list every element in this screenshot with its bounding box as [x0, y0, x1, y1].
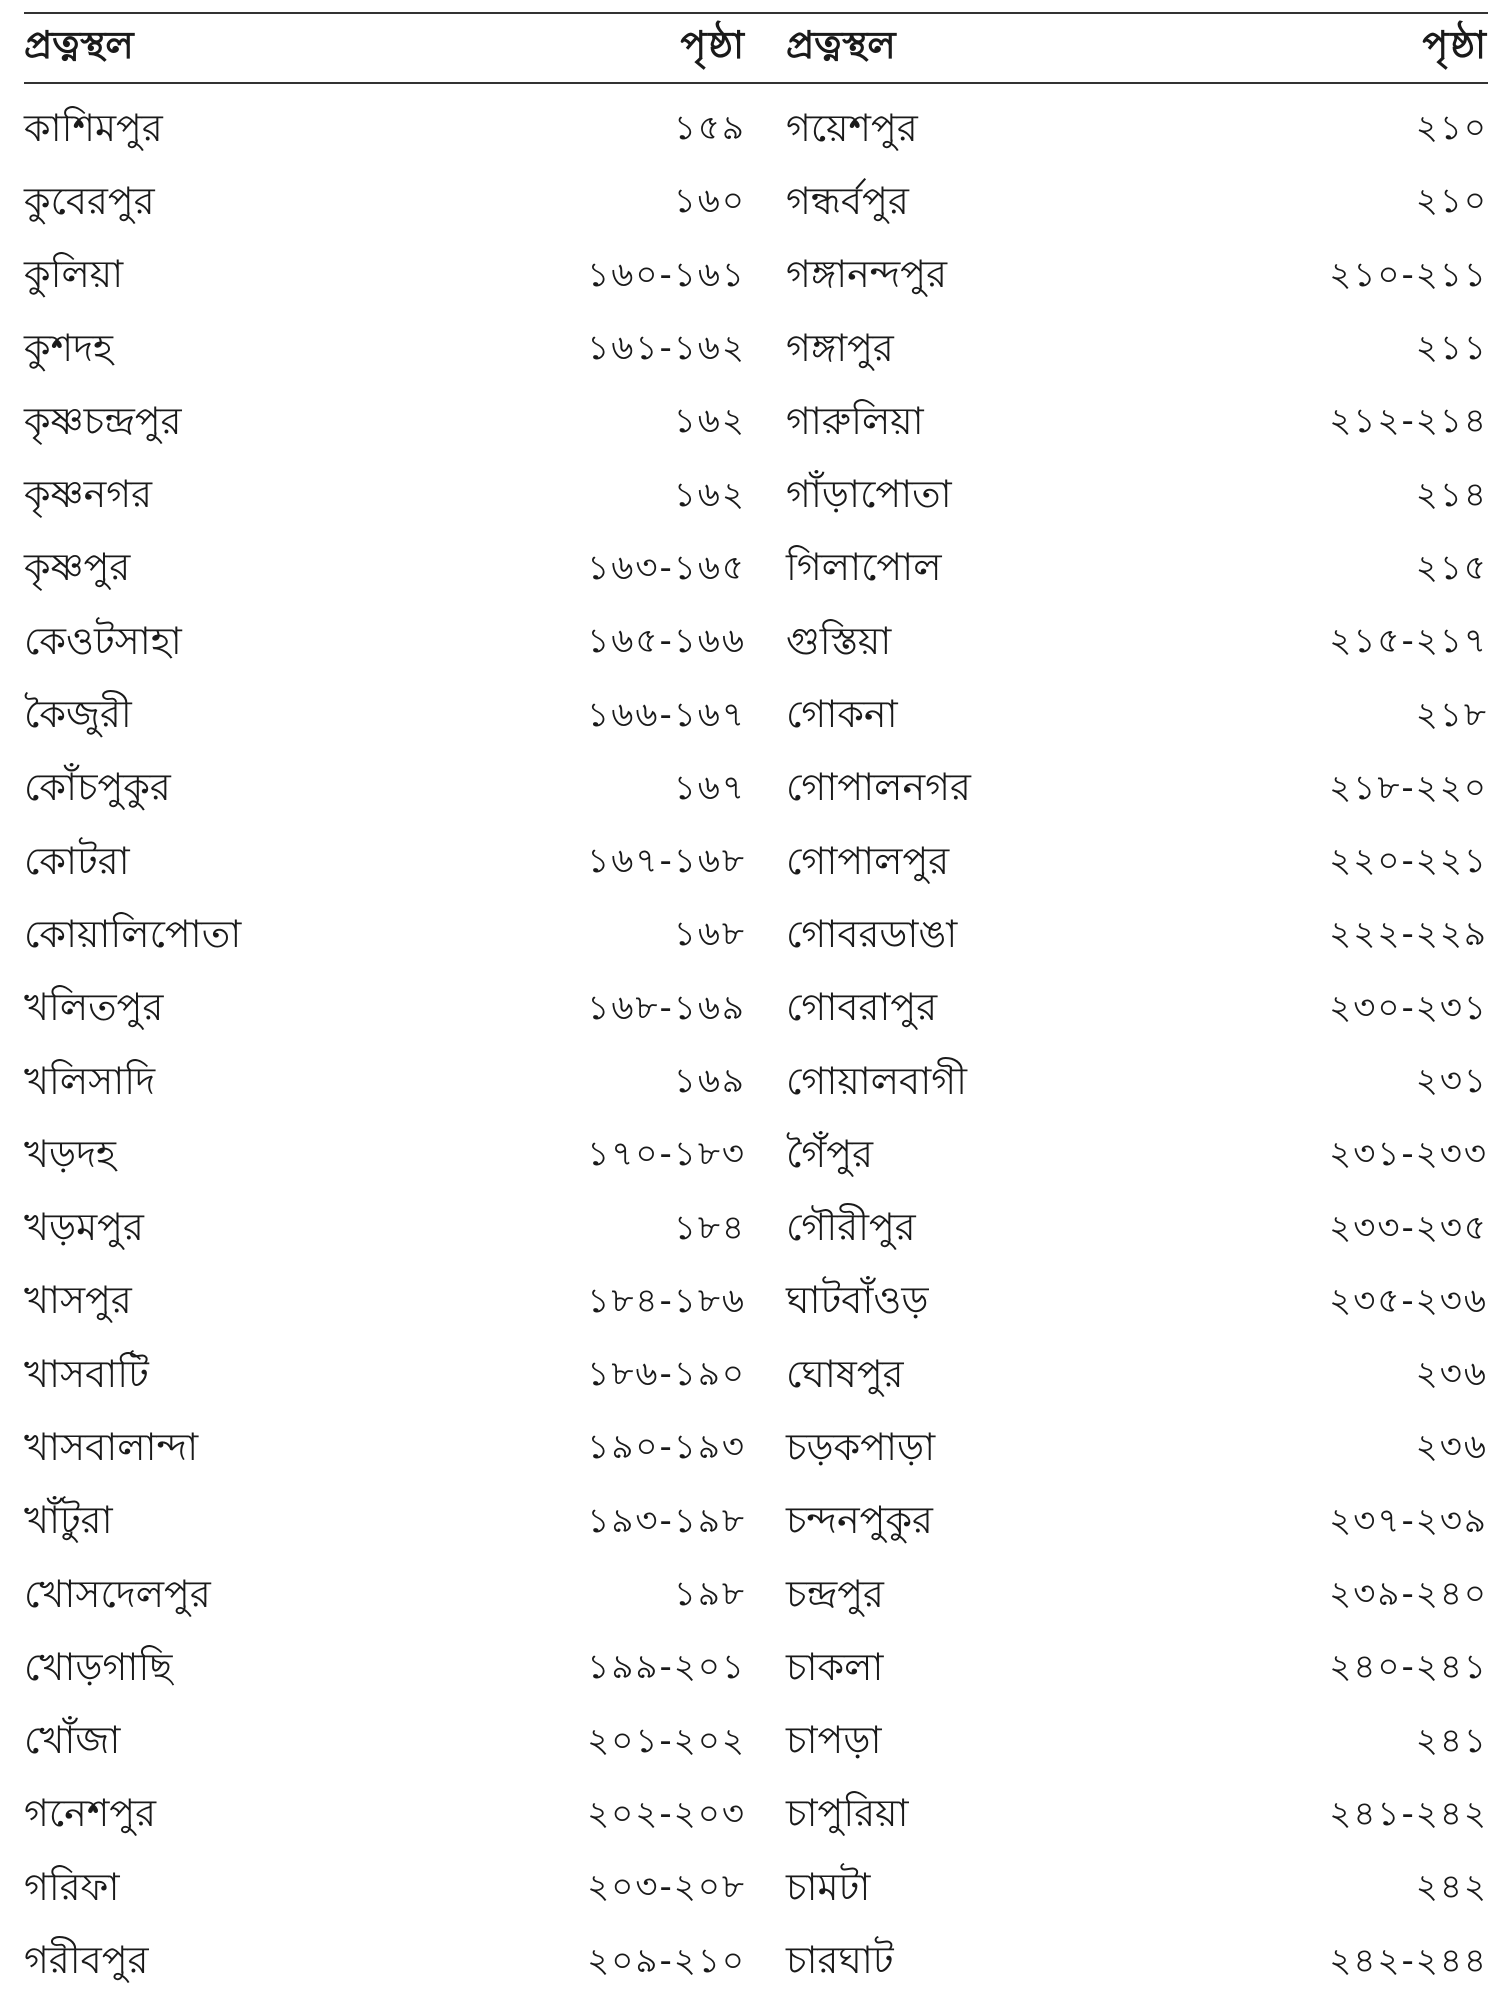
- left-page-number: ১৬৭: [673, 767, 746, 808]
- left-page-number: ১৬২: [673, 401, 746, 442]
- right-page-number: ২৩৩-২৩৫: [1329, 1207, 1488, 1248]
- left-page-number: ১৯৩-১৯৮: [587, 1500, 746, 1541]
- right-place-name: গঙ্গানন্দপুর: [786, 252, 947, 297]
- right-page-number: ২৪১: [1415, 1720, 1488, 1761]
- right-page-number: ২১৪: [1415, 474, 1488, 515]
- right-page-number: ২১৫: [1415, 547, 1488, 588]
- index-row: [24, 1193, 1488, 1266]
- right-place-name: গোপালনগর: [786, 765, 971, 810]
- left-page-number: ১৮৬-১৯০: [587, 1354, 746, 1395]
- index-row: [24, 1853, 1488, 1926]
- right-place-name: গারুলিয়া: [786, 398, 924, 443]
- header-page-left: পৃষ্ঠা: [680, 23, 746, 67]
- index-row: [24, 387, 1488, 460]
- left-page-number: ২০২-২০৩: [587, 1793, 746, 1834]
- left-place-name: খড়মপুর: [24, 1205, 144, 1250]
- index-row: [24, 1340, 1488, 1413]
- left-page-number: ১৬৮: [673, 914, 746, 955]
- left-page-number: ১৭০-১৮৩: [587, 1134, 746, 1175]
- right-place-name: গোপালপুর: [786, 838, 950, 883]
- left-place-name: খলিসাদি: [24, 1058, 156, 1103]
- right-page-number: ২৪২-২৪৪: [1329, 1940, 1488, 1981]
- right-place-name: গোকনা: [786, 692, 898, 737]
- right-place-name: গৌরীপুর: [786, 1205, 916, 1250]
- index-row: [24, 754, 1488, 827]
- header-place-left: প্রত্নস্থল: [24, 23, 134, 67]
- right-place-name: গোয়ালবাগী: [786, 1058, 968, 1103]
- right-page-number: ২৪২: [1415, 1867, 1488, 1908]
- left-page-number: ১৮৪-১৮৬: [587, 1280, 746, 1321]
- left-place-name: খড়দহ: [24, 1131, 117, 1176]
- index-header: [24, 14, 1488, 84]
- left-place-name: খোঁজা: [24, 1718, 121, 1763]
- left-place-name: খাঁটুরা: [24, 1498, 113, 1543]
- index-rows: [24, 94, 1488, 2000]
- index-row: [24, 1560, 1488, 1633]
- left-page-number: ২০৯-২১০: [587, 1940, 746, 1981]
- right-place-name: চামটা: [786, 1864, 871, 1909]
- right-page-number: ২৩৭-২৩৯: [1329, 1500, 1488, 1541]
- left-place-name: খলিতপুর: [24, 985, 164, 1030]
- left-place-name: খাসবালান্দা: [24, 1424, 199, 1469]
- right-page-number: ২১২-২১৪: [1329, 401, 1488, 442]
- index-row: [24, 827, 1488, 900]
- left-page-number: ১৬৬-১৬৭: [587, 694, 746, 735]
- index-row: [24, 607, 1488, 680]
- right-place-name: গিলাপোল: [786, 545, 942, 590]
- left-page-number: ১৬০-১৬১: [587, 254, 746, 295]
- right-place-name: গৈঁপুর: [786, 1131, 873, 1176]
- left-page-number: ১৬২: [673, 474, 746, 515]
- left-place-name: খোসদেলপুর: [24, 1571, 211, 1616]
- right-place-name: চাপুরিয়া: [786, 1791, 909, 1836]
- right-page-number: ২১১: [1415, 328, 1488, 369]
- right-page-number: ২৩১: [1415, 1061, 1488, 1101]
- left-place-name: খোড়গাছি: [24, 1644, 173, 1689]
- right-page-number: ২৩৬: [1415, 1427, 1488, 1468]
- left-page-number: ২০১-২০২: [587, 1720, 746, 1761]
- right-place-name: গোবরডাঙা: [786, 911, 958, 956]
- right-place-name: গয়েশপুর: [786, 105, 918, 150]
- left-place-name: গরিফা: [24, 1864, 120, 1909]
- left-page-number: ১৫৯: [673, 108, 746, 149]
- index-row: [24, 680, 1488, 753]
- index-page: [24, 12, 1488, 2000]
- right-place-name: ঘোষপুর: [786, 1351, 904, 1396]
- index-row: [24, 1267, 1488, 1340]
- left-page-number: ১৯৮: [673, 1574, 746, 1615]
- left-place-name: খাসপুর: [24, 1278, 132, 1323]
- header-page-right: পৃষ্ঠা: [1422, 23, 1488, 67]
- right-place-name: ঘাটবাঁওড়: [786, 1278, 929, 1323]
- index-row: [24, 1413, 1488, 1486]
- index-row: [24, 1047, 1488, 1120]
- left-page-number: ১৯৯-২০১: [587, 1647, 746, 1688]
- right-place-name: গাঁড়াপোতা: [786, 472, 952, 517]
- right-place-name: চন্দনপুকুর: [786, 1498, 933, 1543]
- right-place-name: গোবরাপুর: [786, 985, 938, 1030]
- index-row: [24, 1707, 1488, 1780]
- right-place-name: চারঘাট: [786, 1938, 894, 1983]
- right-page-number: ২১৮: [1415, 694, 1488, 735]
- left-place-name: কোয়ালিপোতা: [24, 911, 242, 956]
- index-row: [24, 1633, 1488, 1706]
- right-place-name: গঙ্গাপুর: [786, 325, 894, 370]
- left-place-name: কৈজুরী: [24, 692, 132, 737]
- index-row: [24, 1780, 1488, 1853]
- left-place-name: গনেশপুর: [24, 1791, 157, 1836]
- right-place-name: গুস্তিয়া: [786, 618, 892, 663]
- left-place-name: কুবেরপুর: [24, 178, 155, 223]
- left-place-name: কাশিমপুর: [24, 105, 163, 150]
- right-page-number: ২৪০-২৪১: [1329, 1647, 1488, 1688]
- right-page-number: ২১০: [1415, 108, 1488, 149]
- header-place-right: প্রত্নস্থল: [786, 23, 896, 67]
- left-place-name: কুশদহ: [24, 325, 113, 370]
- left-place-name: কৃষ্ণনগর: [24, 472, 153, 517]
- right-page-number: ২৩৬: [1415, 1354, 1488, 1395]
- left-place-name: কৃষ্ণপুর: [24, 545, 131, 590]
- left-page-number: ১৬০: [673, 181, 746, 222]
- left-page-number: ১৮৪: [673, 1207, 746, 1248]
- index-row: [24, 314, 1488, 387]
- left-page-number: ১৬১-১৬২: [587, 328, 746, 369]
- right-place-name: চন্দ্রপুর: [786, 1571, 884, 1616]
- right-page-number: ২১৮-২২০: [1329, 767, 1488, 808]
- right-page-number: ২২০-২২১: [1329, 841, 1488, 882]
- left-place-name: কৃষ্ণচন্দ্রপুর: [24, 398, 182, 443]
- left-page-number: ২০৩-২০৮: [587, 1867, 746, 1908]
- left-page-number: ১৬৭-১৬৮: [587, 841, 746, 882]
- left-page-number: ১৬৯: [673, 1061, 746, 1101]
- index-row: [24, 241, 1488, 314]
- left-page-number: ১৬৫-১৬৬: [587, 621, 746, 662]
- index-row: [24, 167, 1488, 240]
- left-place-name: কুলিয়া: [24, 252, 124, 297]
- left-place-name: গরীবপুর: [24, 1938, 149, 1983]
- right-page-number: ২৩৫-২৩৬: [1329, 1280, 1488, 1321]
- left-place-name: খাসবাটি: [24, 1351, 149, 1396]
- right-page-number: ২১৫-২১৭: [1329, 621, 1488, 662]
- left-place-name: কোটরা: [24, 838, 130, 883]
- left-page-number: ১৬৩-১৬৫: [587, 547, 746, 588]
- index-row: [24, 534, 1488, 607]
- right-page-number: ২৩১-২৩৩: [1329, 1134, 1488, 1175]
- right-page-number: ২৪১-২৪২: [1329, 1793, 1488, 1834]
- index-row: [24, 1926, 1488, 1999]
- right-place-name: চাপড়া: [786, 1718, 882, 1763]
- right-page-number: ২২২-২২৯: [1329, 914, 1488, 955]
- right-page-number: ২৩০-২৩১: [1329, 987, 1488, 1028]
- right-place-name: গন্ধর্বপুর: [786, 178, 909, 223]
- left-page-number: ১৯০-১৯৩: [587, 1427, 746, 1468]
- left-place-name: কোঁচপুকুর: [24, 765, 171, 810]
- index-row: [24, 460, 1488, 533]
- index-row: [24, 1487, 1488, 1560]
- index-row: [24, 900, 1488, 973]
- right-place-name: চাকলা: [786, 1644, 884, 1689]
- right-page-number: ২৩৯-২৪০: [1329, 1574, 1488, 1615]
- index-row: [24, 1120, 1488, 1193]
- left-page-number: ১৬৮-১৬৯: [587, 987, 746, 1028]
- right-place-name: চড়কপাড়া: [786, 1424, 936, 1469]
- right-page-number: ২১০-২১১: [1329, 254, 1488, 295]
- index-row: [24, 94, 1488, 167]
- left-place-name: কেওটসাহা: [24, 618, 182, 663]
- right-page-number: ২১০: [1415, 181, 1488, 222]
- index-row: [24, 974, 1488, 1047]
